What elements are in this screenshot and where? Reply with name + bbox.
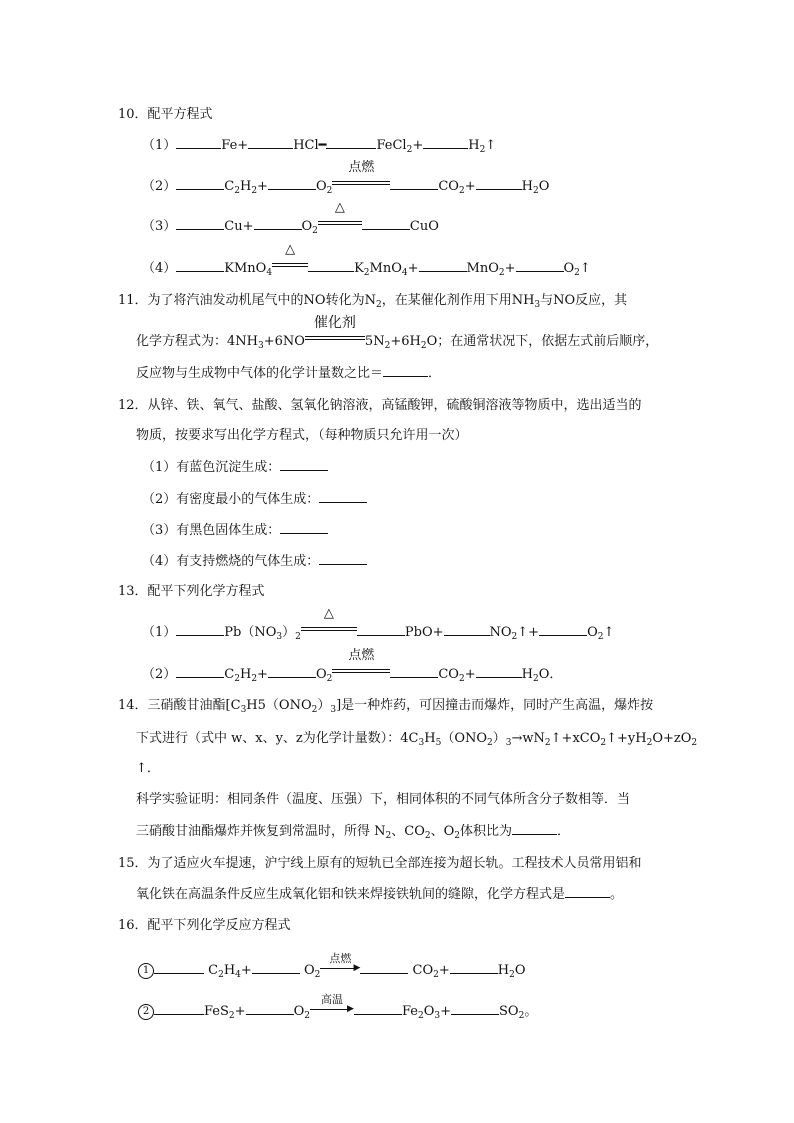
q14-line2: 下式进行（式中 w、x、y、z为化学计量数）：$4C_3H_5(ONO_2)_3\to wN_2↑+xCO_2↑+yH_2O+zO_2$ [136,731,698,748]
reaction-condition: 点燃 [332,660,390,678]
answer-blank[interactable] [539,623,587,636]
answer-blank[interactable] [362,217,410,230]
answer-blank[interactable] [176,259,224,272]
q12-item4: （4）有支持燃烧的气体生成： [142,552,367,571]
circled-number: 2 [138,1004,154,1020]
q16-title: 16．配平下列化学反应方程式 [118,918,291,933]
answer-blank[interactable] [423,136,468,149]
heat-condition: △ [318,212,362,230]
catalyst-condition: 催化剂 [305,327,365,345]
q10-title: 10．配平方程式 [118,107,213,122]
q14-line3: ↑． [136,761,160,776]
q13-eq2: （2） $C_2H_2+ O_2$ 点燃 $CO_2+ H_2O$． [142,648,563,684]
q10-eq4: （4） KMnO$_4$ △ $K_2MnO_4+ MnO_2+$ $O_2↑$ [142,242,591,278]
q15-line2: 氧化铁在高温条件反应生成氧化铝和铁来焊接铁轨间的缝隙，化学方程式是 。 [136,887,624,902]
answer-blank[interactable] [476,177,522,190]
q12-item1: （1）有蓝色沉淀生成： [142,458,328,477]
answer-blank[interactable] [419,259,467,272]
answer-blank[interactable] [176,665,224,678]
answer-blank[interactable] [516,259,564,272]
answer-blank[interactable] [383,364,428,377]
answer-blank[interactable] [565,885,610,898]
q12-line2: 物质，按要求写出化学方程式，（每种物质只允许用一次） [136,428,468,443]
q10-eq3: （3） $Cu+ O_2$ △ CuO [142,200,439,236]
answer-blank[interactable] [154,961,204,974]
answer-blank[interactable] [450,961,498,974]
answer-blank[interactable] [354,1002,402,1015]
answer-blank[interactable] [319,490,367,503]
q14-line5: 三硝酸甘油酯爆炸并恢复到常温时，所得 $N_2$、$CO_2$、$O_2$体积比为 ． [136,824,571,841]
answer-blank[interactable] [357,623,405,636]
answer-blank[interactable] [451,1002,499,1015]
q16-eq2: 2 $FeS_2+ O_2$ 高温 ▶ $Fe_2O_3+ SO_2$。 [138,997,537,1021]
answer-blank[interactable] [512,822,557,835]
answer-blank[interactable] [176,136,221,149]
reaction-arrow: 点燃 ▶ [320,956,360,974]
q15-line1: 15．为了适应火车提速，沪宁线上原有的短轨已全部连接为超长轨。工程技术人员常用铝和 [118,856,642,871]
q12-item3: （3）有黑色固体生成： [142,521,328,540]
answer-blank[interactable] [360,961,408,974]
heat-condition: △ [272,254,308,272]
q14-line4: 科学实验证明：相同条件（温度、压强）下，相同体积的不同气体所含分子数相等．当 [136,792,631,807]
q11-line1: 11．为了将汽油发动机尾气中的NO转化为$N_2$，在某催化剂作用下用$NH_3$与NO反应，其 [118,293,628,310]
answer-blank[interactable] [176,177,224,190]
answer-blank[interactable] [444,623,490,636]
answer-blank[interactable] [248,136,293,149]
answer-blank[interactable] [268,177,316,190]
answer-blank[interactable] [254,217,302,230]
answer-blank[interactable] [390,177,438,190]
answer-blank[interactable] [268,665,316,678]
circled-number: 1 [138,963,154,979]
heat-condition: △ [301,618,357,636]
q12-item2: （2）有密度最小的气体生成： [142,490,367,509]
answer-blank[interactable] [280,521,328,534]
q10-eq1: （1） Fe+ HCl━ FeCl$_2$+ $H_2↑$ [142,138,497,155]
answer-blank[interactable] [154,1002,204,1015]
answer-blank[interactable] [176,217,224,230]
answer-blank[interactable] [390,665,438,678]
q11-line3: 反应物与生成物中气体的化学计量数之比＝ ． [136,366,442,381]
reaction-arrow: 高温 ▶ [310,997,354,1015]
q14-line1: 14．三硝酸甘油酯$[C_3H5(ONO_2)_3]$是一种炸药，可因撞击而爆炸，同时产生高温，爆炸按 [118,698,654,715]
answer-blank[interactable] [252,961,300,974]
answer-blank[interactable] [308,259,354,272]
q13-title: 13．配平下列化学方程式 [118,584,265,599]
answer-blank[interactable] [326,136,376,149]
q13-eq1: （1） $Pb(NO_3)_2$ △ $PbO+ NO_2↑+$ $O_2↑$ [142,606,615,642]
answer-blank[interactable] [476,665,522,678]
q12-line1: 12．从锌、铁、氧气、盐酸、氢氧化钠溶液，高锰酸钾，硫酸铜溶液等物质中，选出适当的 [118,398,642,413]
q11-line2: 化学方程式为：$4NH_3+6NO$ 催化剂 $5N_2+6H_2O$；在通常状况下，依据左式前后顺序， [136,315,659,351]
answer-blank[interactable] [246,1002,294,1015]
answer-blank[interactable] [280,458,328,471]
answer-blank[interactable] [176,623,224,636]
answer-blank[interactable] [319,552,367,565]
reaction-condition: 点燃 [332,172,390,190]
q10-eq2: （2） $C_2H_2+ O_2$ 点燃 $CO_2+ H_2O$ [142,160,550,196]
q16-eq1: 1 $C_2H_4+ O_2$ 点燃 ▶ $CO_2+ H_2O$ [138,956,526,980]
